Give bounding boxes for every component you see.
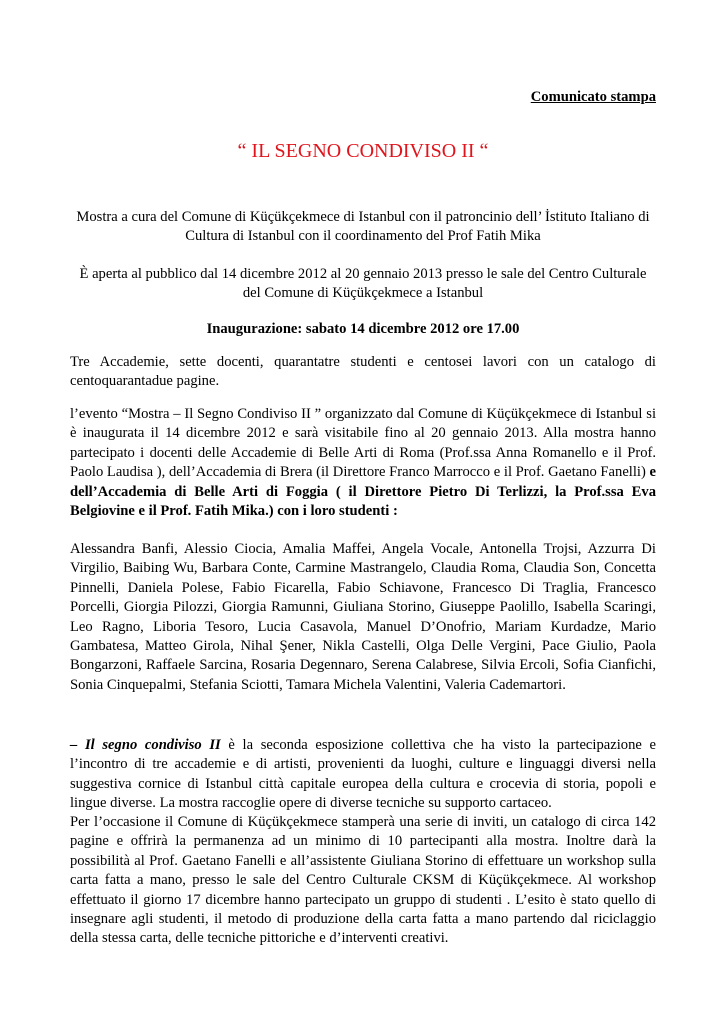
dates-paragraph: È aperta al pubblico dal 14 dicembre 2012 al 20 gennaio 2013 presso le sale del Centro Culturale del Comune di Küçükçekmece a Istanbul <box>79 266 647 302</box>
inauguration-line: Inaugurazione: sabato 14 dicembre 2012 ore 17.00 <box>206 321 520 337</box>
document-title: “ IL SEGNO CONDIVISO II “ <box>237 140 489 162</box>
exhibit-title: – Il segno condiviso II <box>70 737 221 753</box>
exhibit-paragraph <box>70 736 656 814</box>
event-paragraph <box>70 405 656 521</box>
summary-paragraph: Tre Accademie, sette docenti, quarantatre studenti e centosei lavori con un catalogo di centoquarantadue pagine. <box>70 354 656 390</box>
curation-paragraph: Mostra a cura del Comune di Küçükçekmece di Istanbul con il patroncinio dell’ İstituto Italiano di Cultura di Istanbul con il coordinamento del Prof Fatih Mika <box>76 209 650 245</box>
press-release-label: Comunicato stampa <box>530 89 656 105</box>
catalog-paragraph: Per l’occasione il Comune di Küçükçekmece stamperà una serie di inviti, un catalogo di circa 142 pagine e offrirà la permanenza ad un minimo di 10 partecipanti alla mostra. Inoltre darà la possibilità al Prof. Gaetano Fanelli e all’assistente Giuliana Storino di effettuare un workshop sulla carta fatta a mano, presso le sale del Centro Culturale CKSM di Küçükçekmece. Al workshop effettuato il giorno 17 dicembre hanno partecipato un gruppo di studenti . L’esito è stato quello di insegnare agli studenti, il metodo di produzione della carta fatta a mano partendo dal riciclaggio della stessa carta, delle tecniche pittoriche e d’interventi creativi. <box>70 814 656 947</box>
event-bold-text: e dell’Accademia di Belle Arti di Foggia ( il Direttore Pietro Di Terlizzi, la Prof.ssa Eva Belgiovine e il Prof. Fatih Mika.) con i loro studenti : <box>70 464 656 520</box>
exhibit-text: è la seconda esposizione collettiva che ha visto la partecipazione e l’incontro di tre accademie e di artisti, provenienti da luoghi, culture e linguaggi diversi nella suggestiva cornice di Istanbul città capitale europea della cultura e crocevia di storia, popoli e lingue diverse. La mostra raccoglie opere di diverse tecniche su supporto cartaceo. <box>70 737 656 812</box>
students-paragraph: Alessandra Banfi, Alessio Ciocia, Amalia Maffei, Angela Vocale, Antonella Trojsi, Azzurra Di Virgilio, Baibing Wu, Barbara Conte, Carmine Mastrangelo, Claudia Roma, Claudia Son, Concetta Pinnelli, Daniela Polese, Fabio Ficarella, Fabio Schiavone, Francesco Di Traglia, Francesco Porcelli, Giorgia Pilozzi, Giorgia Ramunni, Giuliana Storino, Giuseppe Paolillo, Isabella Scaringi, Leo Ragno, Liboria Tesoro, Lucia Casavola, Manuel D’Onofrio, Mariam Kurdadze, Mario Gambatesa, Matteo Girola, Nihal Şener, Nikla Castelli, Olga Delle Vergini, Pace Giulio, Paola Bongarzoni, Raffaele Sarcina, Rosaria Degennaro, Serena Calabrese, Silvia Ercoli, Sofia Cianfichi, Sonia Cinquepalmi, Stefania Sciotti, Tamara Michela Valentini, Valeria Cademartori. <box>70 541 656 693</box>
event-text: l’evento “Mostra – Il Segno Condiviso II ” organizzato dal Comune di Küçükçekmece di Istanbul si è inaugurata il 14 dicembre 2012 e sarà visitabile fino al 20 gennaio 2013. Alla mostra hanno partecipato i docenti delle Accademie di Belle Arti di Roma (Prof.ssa Anna Romanello e il Prof. Paolo Laudisa ), dell’Accademia di Brera (il Direttore Franco Marrocco e il Prof. Gaetano Fanelli) <box>70 406 656 481</box>
